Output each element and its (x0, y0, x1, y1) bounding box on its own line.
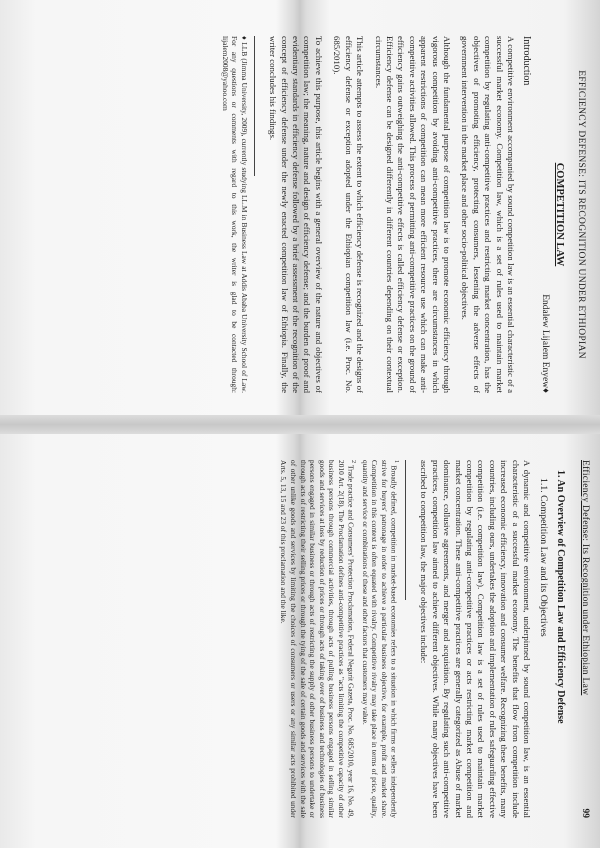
body-paragraph: This article attempts to assess the extent to which efficiency defense is recognized and the designs of efficiency defense or exception adopted under the Ethiopian competition law (i.e. Proc. No. 685/2010). (332, 36, 366, 393)
author-text: Endalew Lijalem Enyew (540, 294, 550, 389)
body-paragraph: To achieve this purpose, this article begins with a general overview of the nature and objectives of competition law; the meaning, nature and design of efficiency defense; and the burden of proof and evidentiary standards in efficiency defense followed by a brief assessment of the recognition of the concept of efficiency defense under the newly enacted competition law of Ethiopia. Finally, the writer concludes his findings. (268, 36, 324, 393)
right-page (0, 434, 600, 838)
page-number: 99 (580, 808, 590, 818)
article-title: COMPETITION LAW (554, 162, 565, 267)
subsection-heading: 1.1. Competition Law and its Objectives (538, 478, 549, 637)
footnote-text: Broadly defined, competition in market-based economies refers to a situation in which firms or sellers independently strive for buyers' patronage in order to achieve a particular business objective, for example, profit and market share. Competition in this context is often equated with rivalry. Competitive rivalry may take place in terms of price, quality, quantity and service or combinations of these and other factors that customers may value. (360, 460, 399, 818)
author-name: Endalew Lijalem Enyew♦ (540, 294, 550, 393)
footnote-divider (254, 36, 255, 176)
body-paragraph: Although the fundamental purpose of competition law is to promote economic efficiency through vigorous competition by avoiding anti-competitive practices, there are circumstances in which apparent restrictions of competition can mean more efficient resource use which can make anti-competitive activities allowed. This process of permitting anti-competitive practices on the ground of efficiency gains outweighing the anti-competitive effects is called efficiency defense or exception. Efficiency defense can be designed differently in different countries depending on their contextual circumstances. (373, 36, 452, 393)
body-paragraph: A competitive environment accompanied by sound competition law is an essential characteristic of a successful market economy. Competition law, which is a set of rules used to maintain market competition by regulating anti-competitive practices and restricting market concentration, has the objectives of promoting efficiency, protecting consumers, lessening the adverse effects of government intervention in the market place and other socio-political objectives. (460, 36, 516, 393)
footnote-text: Trade practice and Consumers' Protection Proclamation, Federal Negarit Gazeta, Proc. No. 685/2010, year 16, No. 49, 2010 Art. 2(18). The Proclamation defines anti-competitive practices as "acts limiting the competitive capacity of other business persons through commercial activities, through acts of pulling business persons engaged in selling similar goods and services at loss by reduction of prices or through acts of taking over of business and technologies of business persons engaged in similar business or through acts of restricting the supply of other business persons to undertake or through acts of restricting their selling prices or through the tying of the sale of certain goods and services with the sale of other unlike goods and services by limiting the choices of consumers or users or any similar acts prohibited under Arts. 5, 13, 15 and 23 of this proclamation and the like. (279, 460, 356, 819)
section-heading: 1. An Overview of Competition Law and Efficiency Defense (555, 470, 566, 724)
footnote-divider (405, 460, 406, 600)
footnote: ♦ LLB (Jimma University, 2009), currently studying LL.M in Business Law at Addis Ababa University School of Law. For any questions or comments with regard to this work, the writer is glad to be contacted through: lijalem2008@yahoo.com (220, 36, 249, 393)
introduction-heading: Introduction (521, 36, 532, 86)
book-spine (0, 415, 600, 434)
body-paragraph: A dynamic and competitive environment, underpinned by sound competition law, is an essential characteristic of a successful market economy. The benefits that flow from competition include increased economic efficiency, innovation and consumer welfare. Recognizing these benefits, many countries, including ours, undertakes the adoption and implementation of rules safeguarding effective competition (i.e. competition law). Competition law is a set of rules used to maintain market competition by regulating anti-competitive practices or acts restricting market competition and market concentration. These anti-competitive practices are generally categorized as Abuse of market dominance, collusive agreements, and merger and acquisition. By regulating such anti-competitive practices, competition law aimed to achieve different objectives. While many objectives have been ascribed to competition law, the major objectives include: (419, 460, 532, 818)
running-header: Efficiency Defense: Its Recognition under Ethiopian Law (580, 460, 590, 696)
footnote: $^2$ Trade practice and Consumers' Protection Proclamation, Federal Negarit Gazeta, Proc. No. 685/2010, year 16, No. 49, 2010 Art. 2(18). The Proclamation defines anti-competitive practices as "acts limiting the competitive capacity of other business persons through commercial activities, through acts of pulling business persons engaged in selling similar goods and services at loss by reduction of prices or through acts of taking over of business and technologies of business persons engaged in similar business or through acts of restricting the supply of other business persons to undertake or through acts of restricting their selling prices or through the tying of the sale of certain goods and services with the sale of other unlike goods and services by limiting the choices of consumers or users or any similar acts prohibited under Arts. 5, 13, 15 and 23 of this proclamation and the like. (279, 460, 357, 819)
footnote-text: LLB (Jimma University, 2009), currently studying LL.M in Business Law at Addis Ababa University School of Law. For any questions or comments with regard to this work, the writer is glad to be contacted through: lijalem2008@yahoo.com (220, 36, 249, 393)
footnote: $^1$ Broadly defined, competition in market-based economies refers to a situation in which firms or sellers independently strive for buyers' patronage in order to achieve a particular business objective, for example, profit and market share. Competition in this context is often equated with rivalry. Competitive rivalry may take place in terms of price, quality, quantity and service or combinations of these and other factors that customers may value. (360, 460, 399, 818)
left-page (0, 10, 600, 415)
running-header: EFFICIENCY DEFENSE: ITS RECOGNITION UNDER ETHIOPIAN (576, 70, 586, 359)
